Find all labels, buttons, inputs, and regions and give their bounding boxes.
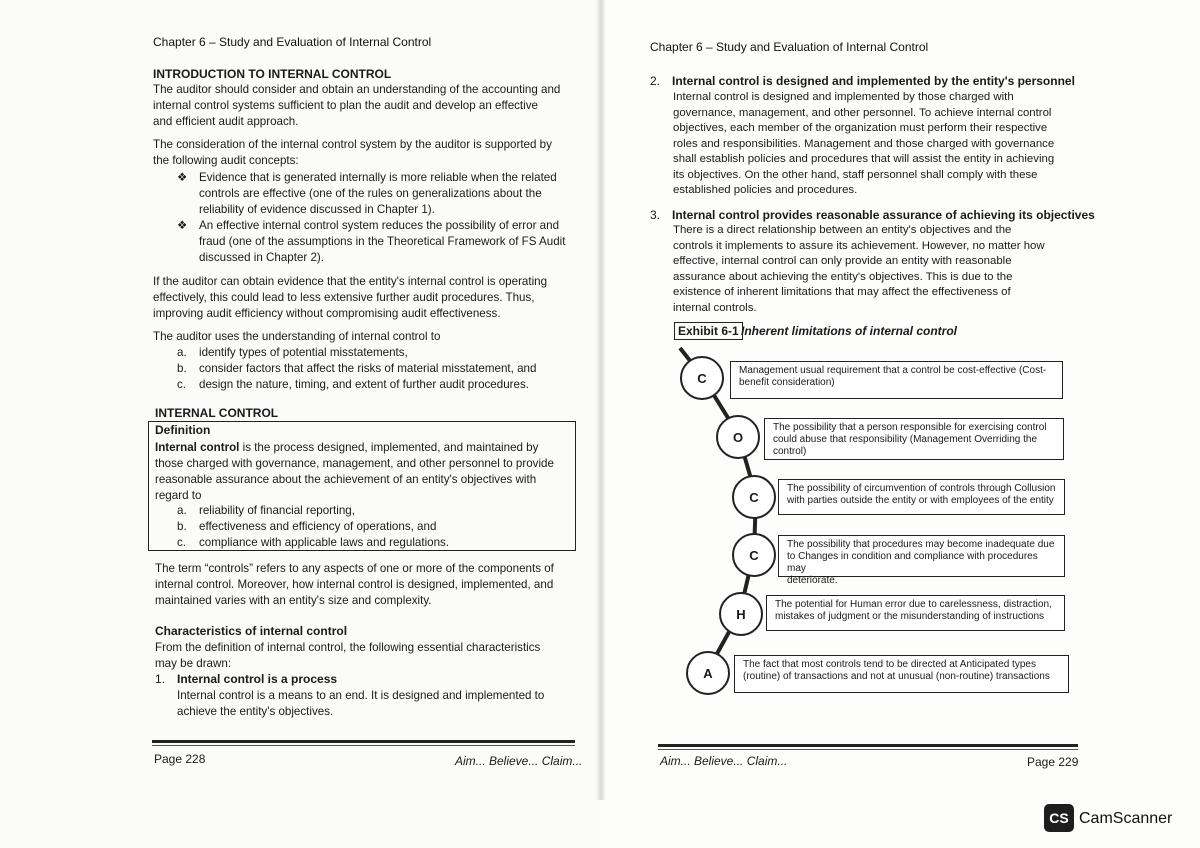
right-page-number: Page 229 [1027,755,1079,769]
left-page-number: Page 228 [154,752,206,766]
limitation-box: Management usual requirement that a control be cost-effective (Cost- benefit consideration) [730,361,1063,399]
right-footer-motto: Aim... Believe... Claim... [660,754,788,768]
limitation-letter-circle: A [686,651,730,695]
intro-heading: INTRODUCTION TO INTERNAL CONTROL [153,67,392,81]
internal-control-heading: INTERNAL CONTROL [155,406,279,420]
camscanner-watermark: CamScanner [1079,810,1173,827]
characteristic-2-body: Internal control is designed and implemented by those charged with governance, management, and other personnel. To achieve internal control objectives, each member of the organization must perform their respective roles and responsibilities. Management and those charged with governance shall establish policies and procedures that will assist the entity in achieving its objectives. On the other hand, staff personnel shall comply with these established policies and procedures. [673,91,1055,196]
camscanner-logo-icon: CS [1044,804,1074,832]
characteristic-2-title: 2. Internal control is designed and implemented by the entity's personnel [650,74,1075,88]
book-spine [596,0,606,800]
consideration-paragraph: The consideration of the internal control system by the auditor is supported by the following audit concepts: [153,138,552,167]
definition-paragraph: Internal control is the process designed, implemented, and maintained by those charged with governance, management, and other personnel to provide reasonable assurance about the achievement of an entity's objectives with regard to [155,441,554,502]
left-footer-rule [152,740,575,743]
limitation-letter-circle: C [732,475,776,519]
characteristics-heading: Characteristics of internal control [155,624,348,638]
characteristic-1-body: Internal control is a means to an end. It is designed and implemented to achieve the entity's objectives. [177,689,545,718]
limitation-letter-circle: H [719,592,763,636]
characteristic-3-title: 3. Internal control provides reasonable assurance of achieving its objectives [650,208,1095,222]
limitation-box: The possibility that procedures may become inadequate due to Changes in condition and compliance with procedures may deteriorate. [778,535,1065,577]
left-footer-motto: Aim... Believe... Claim... [455,754,583,768]
definition-label: Definition [155,423,211,437]
definition-item: b. effectiveness and efficiency of operations, and [177,520,437,533]
diamond-bullet-icon: ❖ [177,219,188,232]
intro-paragraph: The auditor should consider and obtain an understanding of the accounting and internal control systems sufficient to plan the audit and develop an effective and efficient audit approach. [153,83,561,128]
right-header: Chapter 6 – Study and Evaluation of Internal Control [650,40,929,54]
limitation-letter-circle: O [716,415,760,459]
characteristic-1-title: 1. Internal control is a process [155,672,338,686]
exhibit-title: Inherent limitations of internal control [741,324,958,338]
uses-item: b. consider factors that affect the risks of material misstatement, and [177,362,537,375]
left-footer-rule-thin [152,745,575,746]
characteristic-3-body: There is a direct relationship between an entity's objectives and the controls it implements to assure its achievement. However, no matter how effective, internal control can only provide an entity with reasonable assurance about achieving the entity's objectives. This is due to the existence of inherent limitations that may affect the effectiveness of internal controls. [673,224,1045,314]
diamond-bullet-icon: ❖ [177,171,188,184]
left-header: Chapter 6 – Study and Evaluation of Internal Control [153,35,432,49]
right-footer-rule-thin [658,749,1078,750]
definition-item: c. compliance with applicable laws and regulations. [177,536,450,549]
uses-intro: The auditor uses the understanding of internal control to [153,330,441,343]
uses-item: a. identify types of potential misstatements, [177,346,408,359]
controls-paragraph: The term “controls” refers to any aspects of one or more of the components of internal control. Moreover, how internal control is designed, implemented, and maintained varies with an entity's size and complexity. [155,562,554,607]
uses-item: c. design the nature, timing, and extent of further audit procedures. [177,378,529,391]
limitation-letter-circle: C [732,533,776,577]
concept-bullet: ❖ Evidence that is generated internally is more reliable when the related controls are effective (one of the rules on generalizations about the reliability of evidence discussed in Chapter 1). [177,171,557,216]
concept-bullet: ❖ An effective internal control system reduces the possibility of error and fraud (one of the assumptions in the Theoretical Framework of FS Audit discussed in Chapter 2). [177,219,566,264]
right-footer-rule [658,744,1078,747]
limitation-box: The possibility of circumvention of controls through Collusion with parties outside the entity or with employees of the entity [778,479,1065,515]
effective-paragraph: If the auditor can obtain evidence that the entity's internal control is operating effectively, this could lead to less extensive further audit procedures. Thus, improving audit efficiency without compromising audit effectiveness. [153,275,548,320]
limitation-box: The possibility that a person responsible for exercising control could abuse that responsibility (Management Overriding the control) [764,418,1064,460]
exhibit-label: Exhibit 6-1 [674,322,743,340]
characteristics-paragraph: From the definition of internal control, the following essential characteristics may be drawn: [155,641,541,670]
definition-item: a. reliability of financial reporting, [177,504,355,517]
limitation-box: The potential for Human error due to carelessness, distraction, mistakes of judgment or the misunderstanding of instructions [766,595,1065,631]
limitation-letter-circle: C [680,356,724,400]
limitation-box: The fact that most controls tend to be directed at Anticipated types (routine) of transactions and not at unusual (non-routine) transactions [734,655,1069,693]
